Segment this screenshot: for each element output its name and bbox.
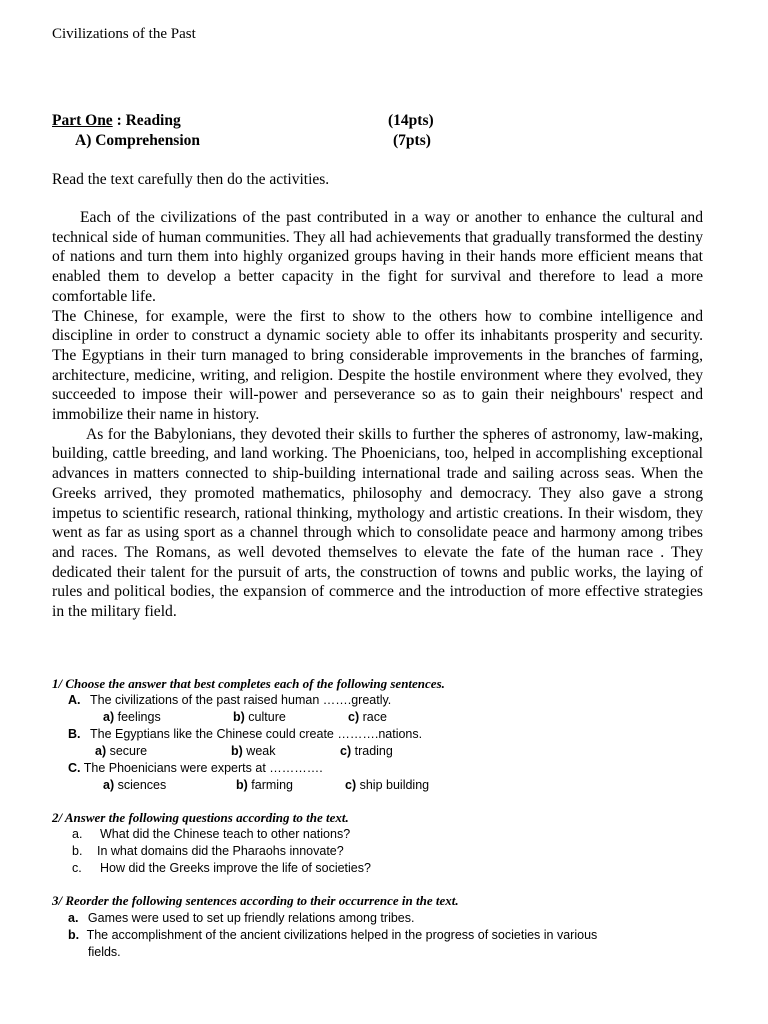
task-2-item-a [72,827,351,841]
task-3-heading: 3/ Reorder the following sentences according to their occurrence in the text. [52,893,459,908]
item-sentence: The civilizations of the past raised human …….greatly. [89,693,392,707]
option-b: b) farming [236,778,293,792]
item-sentence: The accomplishment of the ancient civilizations helped in the progress of societies in various [86,928,598,942]
passage-paragraph-1: Each of the civilizations of the past contributed in a way or another to enhance the cultural and technical side of human communities. They all had achievements that gradually transformed the destiny of nations and turn them into highly organized groups having in their hands more efficient means that enabled them to develop a better capacity in the fight for survival and therefore to lead a more comfortable life. [52,209,703,305]
task-3-item-b [68,928,597,942]
task-2-item-b [72,844,344,858]
item-letter: a. [72,827,83,841]
item-letter: b. [72,844,83,858]
document-title: Civilizations of the Past [52,26,196,42]
item-question: How did the Greeks improve the life of societies? [100,861,371,875]
section-letter: A) [75,132,92,149]
part-one-points: (14pts) [388,112,434,129]
item-letter: b. [68,928,80,942]
passage-paragraph-3: As for the Babylonians, they devoted their skills to further the spheres of astronomy, law-making, building, cattle breeding, and land working. The Phoenicians, too, helped in accomplishing exceptional advances in matters connected to ship-building international trade and sailing across seas. When the Greeks arrived, they promoted mathematics, philosophy and democracy. They also gave a strong impetus to scientific research, rational thinking, mythology and artistic creations. In their wisdom, they went as far as using sport as a channel through which to consolidate peace and harmony among tribes and races. The Romans, as well devoted themselves to elevate the fate of the human race . They dedicated their talent for the pursuit of arts, the construction of towns and public works, the laying of rules and political bodies, the expansion of commerce and the introduction of more effective strategies in the military field. [52,425,703,621]
part-one-heading [52,112,452,130]
task-2-item-c [72,861,371,875]
task-1-item-b [68,727,422,741]
item-sentence: The Egyptians like the Chinese could create ……….nations. [89,727,423,741]
option-a: a) feelings [103,710,161,724]
item-letter: c. [72,861,82,875]
option-c: c) race [348,710,387,724]
item-letter: A. [68,693,81,707]
item-question: What did the Chinese teach to other nations? [100,827,351,841]
option-c: c) ship building [345,778,430,792]
item-sentence: Games were used to set up friendly relations among tribes. [87,911,415,925]
option-b: b) culture [233,710,286,724]
part-one-label: Part One [52,112,113,129]
task-3-item-b-continuation: fields. [88,945,121,959]
section-points: (7pts) [393,132,431,149]
option-b: b) weak [231,744,276,758]
item-question: In what domains did the Pharaohs innovate? [97,844,344,858]
item-letter: C. [68,761,81,775]
task-1-heading: 1/ Choose the answer that best completes each of the following sentences. [52,676,445,691]
task-2-heading: 2/ Answer the following questions according to the text. [52,810,349,825]
item-letter: a. [68,911,79,925]
passage-paragraph-2: The Chinese, for example, were the first to show to the others how to combine intelligence and discipline in order to construct a dynamic society able to offer its inhabitants prosperity and security. The Egyptians in their turn managed to bring considerable improvements in the branches of farming, architecture, medicine, writing, and religion. Despite the hostile environment where they evolved, they succeeded to impose their will-power and perseverance so as to gain their neighbours' respect and immobilize their name in history. [52,307,703,424]
comprehension-heading [75,132,455,150]
item-sentence: The Phoenicians were experts at …………. [83,761,323,775]
task-1-item-c [68,761,323,775]
item-letter: B. [68,727,81,741]
section-title: Comprehension [95,132,201,149]
reading-instruction: Read the text carefully then do the activities. [52,171,330,188]
option-a: a) secure [95,744,148,758]
option-a: a) sciences [103,778,167,792]
option-c: c) trading [340,744,393,758]
reading-passage [52,208,703,622]
task-1-item-a [68,693,391,707]
task-3-item-a [68,911,414,925]
part-one-rest: : Reading [112,112,181,129]
